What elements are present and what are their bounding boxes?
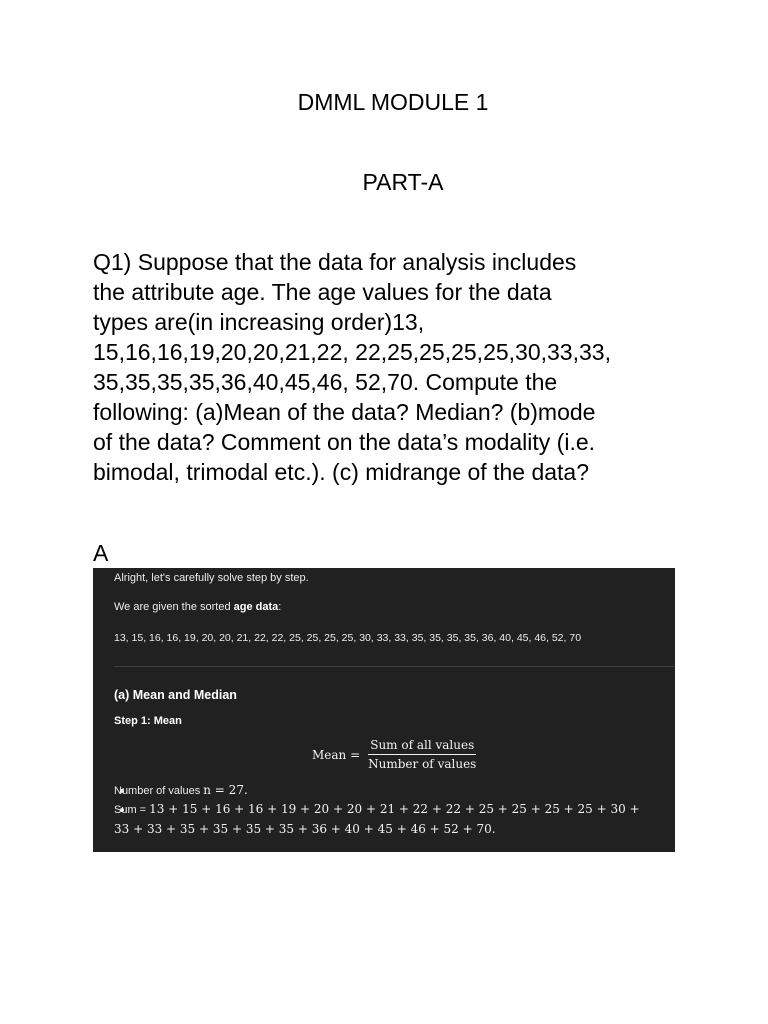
answer-label: A (93, 540, 109, 566)
given-prefix: We are given the sorted (114, 601, 234, 613)
given-suffix: : (278, 601, 282, 613)
bullet2-prefix: Sum = (114, 804, 150, 816)
given-bold: age data (233, 601, 279, 613)
part-heading: PART-A (362, 169, 444, 195)
bullet1-math: n = 27. (203, 783, 248, 797)
age-data-list: 13, 15, 16, 16, 19, 20, 20, 21, 22, 22, 25, 25, 25, 25, 30, 33, 33, 35, 35, 35, 35, 36, 40, 45, 46, 52, 70 (114, 632, 582, 644)
given-data-sentence (114, 601, 281, 613)
bullet-count (114, 783, 248, 797)
document-title: DMML MODULE 1 (297, 89, 489, 115)
formula-lhs: Mean = (312, 747, 361, 762)
embedded-chat-screenshot (93, 568, 675, 852)
bullet-sum (114, 802, 640, 816)
bullet2-line1: 13 + 15 + 16 + 16 + 19 + 20 + 20 + 21 + 22 + 22 + 25 + 25 + 25 + 25 + 30 + (149, 802, 640, 816)
intro-text: Alright, let's carefully solve step by step. (114, 572, 309, 584)
formula-numerator: Sum of all values (368, 738, 476, 755)
mean-formula (312, 738, 478, 771)
question-text: Q1) Suppose that the data for analysis includes the attribute age. The age values for the data types are(in increasing order)13, 15,16,16,19,20,20,21,22, 22,25,25,25,25,30,33,33, 35,35,35,35,36,40,45,46, 52,70. Compute the following: (a)Mean of the data? Median? (b)mode of the data? Comment on the data’s modality (i.e. bimodal, trimodal etc.). (c) midrange of the data? (93, 249, 611, 485)
bullet1-text: Number of values (114, 785, 204, 797)
formula-fraction (366, 738, 478, 771)
bullet-sum-continued: 33 + 33 + 35 + 35 + 35 + 35 + 36 + 40 + 45 + 46 + 52 + 70. (114, 822, 496, 836)
step-heading: Step 1: Mean (114, 715, 182, 727)
section-divider (114, 666, 675, 667)
formula-denominator: Number of values (368, 757, 477, 771)
section-heading: (a) Mean and Median (114, 688, 237, 702)
